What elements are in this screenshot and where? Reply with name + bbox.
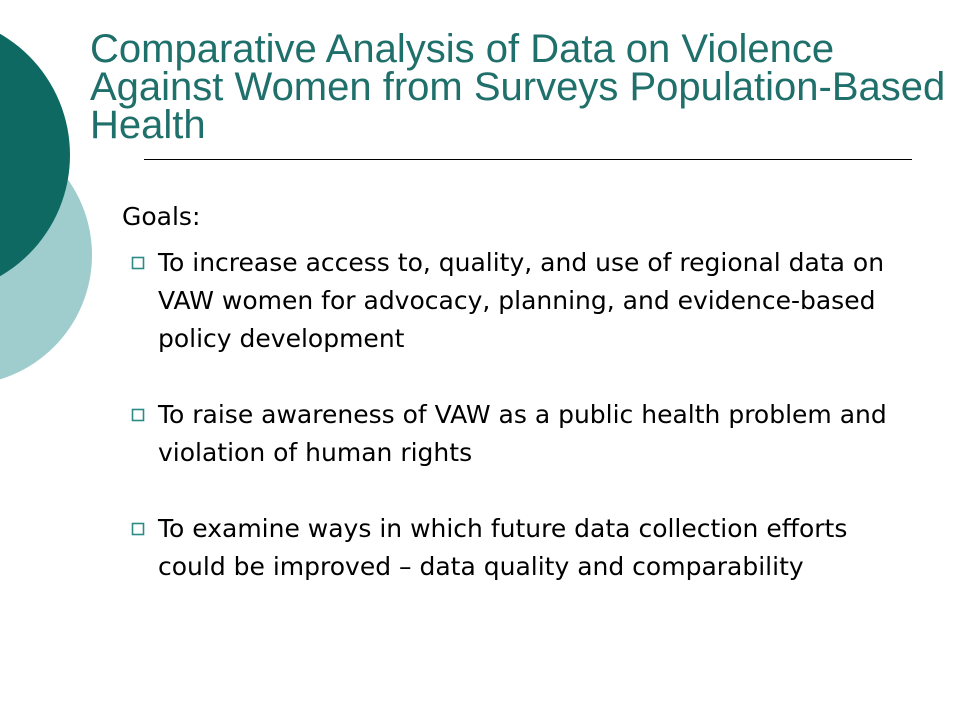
goal-item [122, 396, 922, 472]
hollow-square-icon [130, 521, 146, 537]
hollow-square-icon [130, 407, 146, 423]
goal-text: To examine ways in which future data collection efforts could be improved – data quality and comparability [158, 514, 848, 581]
goal-item [122, 510, 922, 586]
goals-list [122, 244, 922, 586]
slide-body [122, 198, 922, 586]
goals-heading: Goals: [122, 202, 201, 231]
goal-text: To raise awareness of VAW as a public health problem and violation of human rights [158, 400, 887, 467]
title-underline [144, 159, 912, 160]
hollow-square-icon [130, 255, 146, 271]
goal-text: To increase access to, quality, and use of regional data on VAW women for advocacy, planning, and evidence-based policy development [158, 248, 885, 353]
slide-title: Comparative Analysis of Data on Violence Against Women from Surveys Population-Based Health [90, 27, 946, 147]
goal-item [122, 244, 922, 358]
